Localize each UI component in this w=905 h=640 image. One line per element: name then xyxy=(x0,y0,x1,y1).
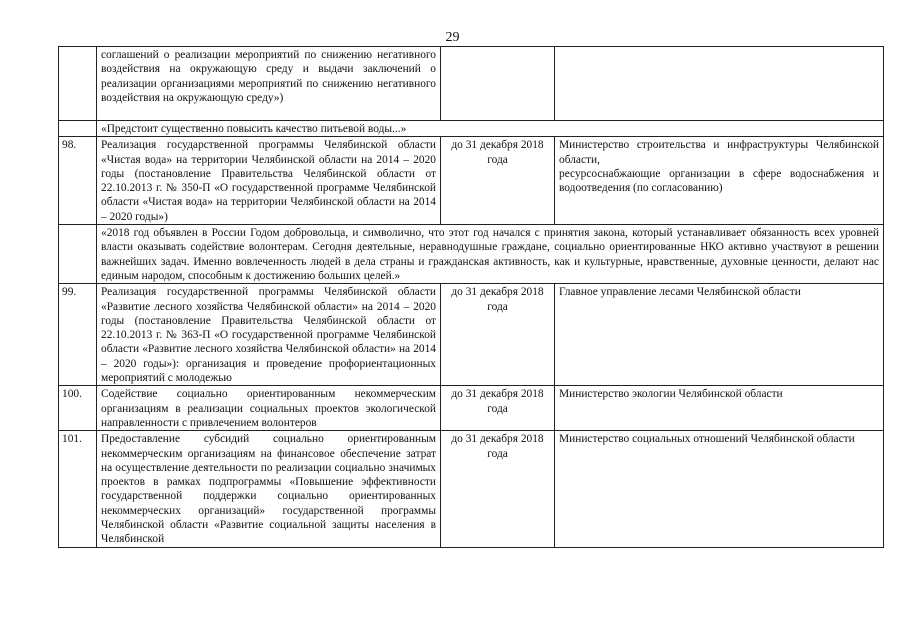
row-number-cell: 98. xyxy=(59,137,97,225)
row-number-cell: 101. xyxy=(59,431,97,547)
measure-text-cell: Реализация государственной программы Челябинской области «Чистая вода» на территории Челябинской области на 2014 – 2020 годы (постановление Правительства Челябинской области от 22.10.2013 г. № 350-П «О государственной программе Челябинской области «Чистая вода» на территории Челябинской области на 2014 – 2020 годы») xyxy=(97,137,441,225)
quote-row xyxy=(59,121,884,137)
responsible-cell: Министерство социальных отношений Челябинской области xyxy=(555,431,884,547)
responsible-line: ресурсоснабжающие организации в сфере водоснабжения и водоотведения (по согласованию) xyxy=(559,167,879,195)
measure-text-cell: соглашений о реализации мероприятий по снижению негативного воздействия на окружающую среду и выдачи заключений о реализации организациями мероприятий по снижению негативного воздействия на окружающую среду») xyxy=(97,47,441,121)
responsible-cell xyxy=(555,47,884,121)
responsible-line: Министерство строительства и инфраструктуры Челябинской области, xyxy=(559,139,879,166)
page-number: 29 xyxy=(445,30,460,45)
row-number-cell xyxy=(59,47,97,121)
deadline-cell: до 31 декабря 2018 года xyxy=(441,284,555,386)
row-number-cell xyxy=(59,121,97,137)
deadline-cell: до 31 декабря 2018 года xyxy=(441,137,555,225)
row-number-cell: 99. xyxy=(59,284,97,386)
deadline-cell xyxy=(441,47,555,121)
row-number-cell xyxy=(59,225,97,284)
table-row xyxy=(59,386,884,431)
table-row xyxy=(59,431,884,547)
table-row xyxy=(59,47,884,121)
quote-cell: «2018 год объявлен в России Годом добровольца, и символично, что этот год начался с принятия закона, который устанавливает обязанность всех уровней власти оказывать содействие волонтерам. Сегодня деятельные, неравнодушные граждане, социально ориентированные НКО активно участвуют в решении важнейших задач. Именно вовлеченность людей в дела страны и гражданская активность, как и культурные, нравственные, духовные ценности, делают нас единым народом, способным к достижению больших целей.» xyxy=(97,225,884,284)
responsible-cell: Главное управление лесами Челябинской области xyxy=(555,284,884,386)
quote-row xyxy=(59,225,884,284)
responsible-cell: Министерство экологии Челябинской области xyxy=(555,386,884,431)
table-row xyxy=(59,137,884,225)
measure-text-cell: Реализация государственной программы Челябинской области «Развитие лесного хозяйства Челябинской области» на 2014 – 2020 годы (постановление Правительства Челябинской области от 22.10.2013 г. № 363-П «О государственной программе Челябинской области «Развитие лесного хозяйства Челябинской области» на 2014 – 2020 годы»): организация и проведение профориентационных мероприятий с молодежью xyxy=(97,284,441,386)
measures-table xyxy=(58,46,884,548)
table-row xyxy=(59,284,884,386)
row-number-cell: 100. xyxy=(59,386,97,431)
deadline-cell: до 31 декабря 2018 года xyxy=(441,386,555,431)
measure-text-cell: Содействие социально ориентированным некоммерческим организациям в реализации социальных проектов экологической направленности с привлечением волонтеров xyxy=(97,386,441,431)
responsible-cell xyxy=(555,137,884,225)
deadline-cell: до 31 декабря 2018 года xyxy=(441,431,555,547)
quote-cell: «Предстоит существенно повысить качество питьевой воды...» xyxy=(97,121,884,137)
measure-text-cell: Предоставление субсидий социально ориентированным некоммерческим организациям на финансовое обеспечение затрат на осуществление деятельности по реализации социально значимых проектов в рамках подпрограммы «Повышение эффективности государственной поддержки социально ориентированных некоммерческих организаций» государственной программы Челябинской области «Развитие социальной защиты населения в Челябинской xyxy=(97,431,441,547)
